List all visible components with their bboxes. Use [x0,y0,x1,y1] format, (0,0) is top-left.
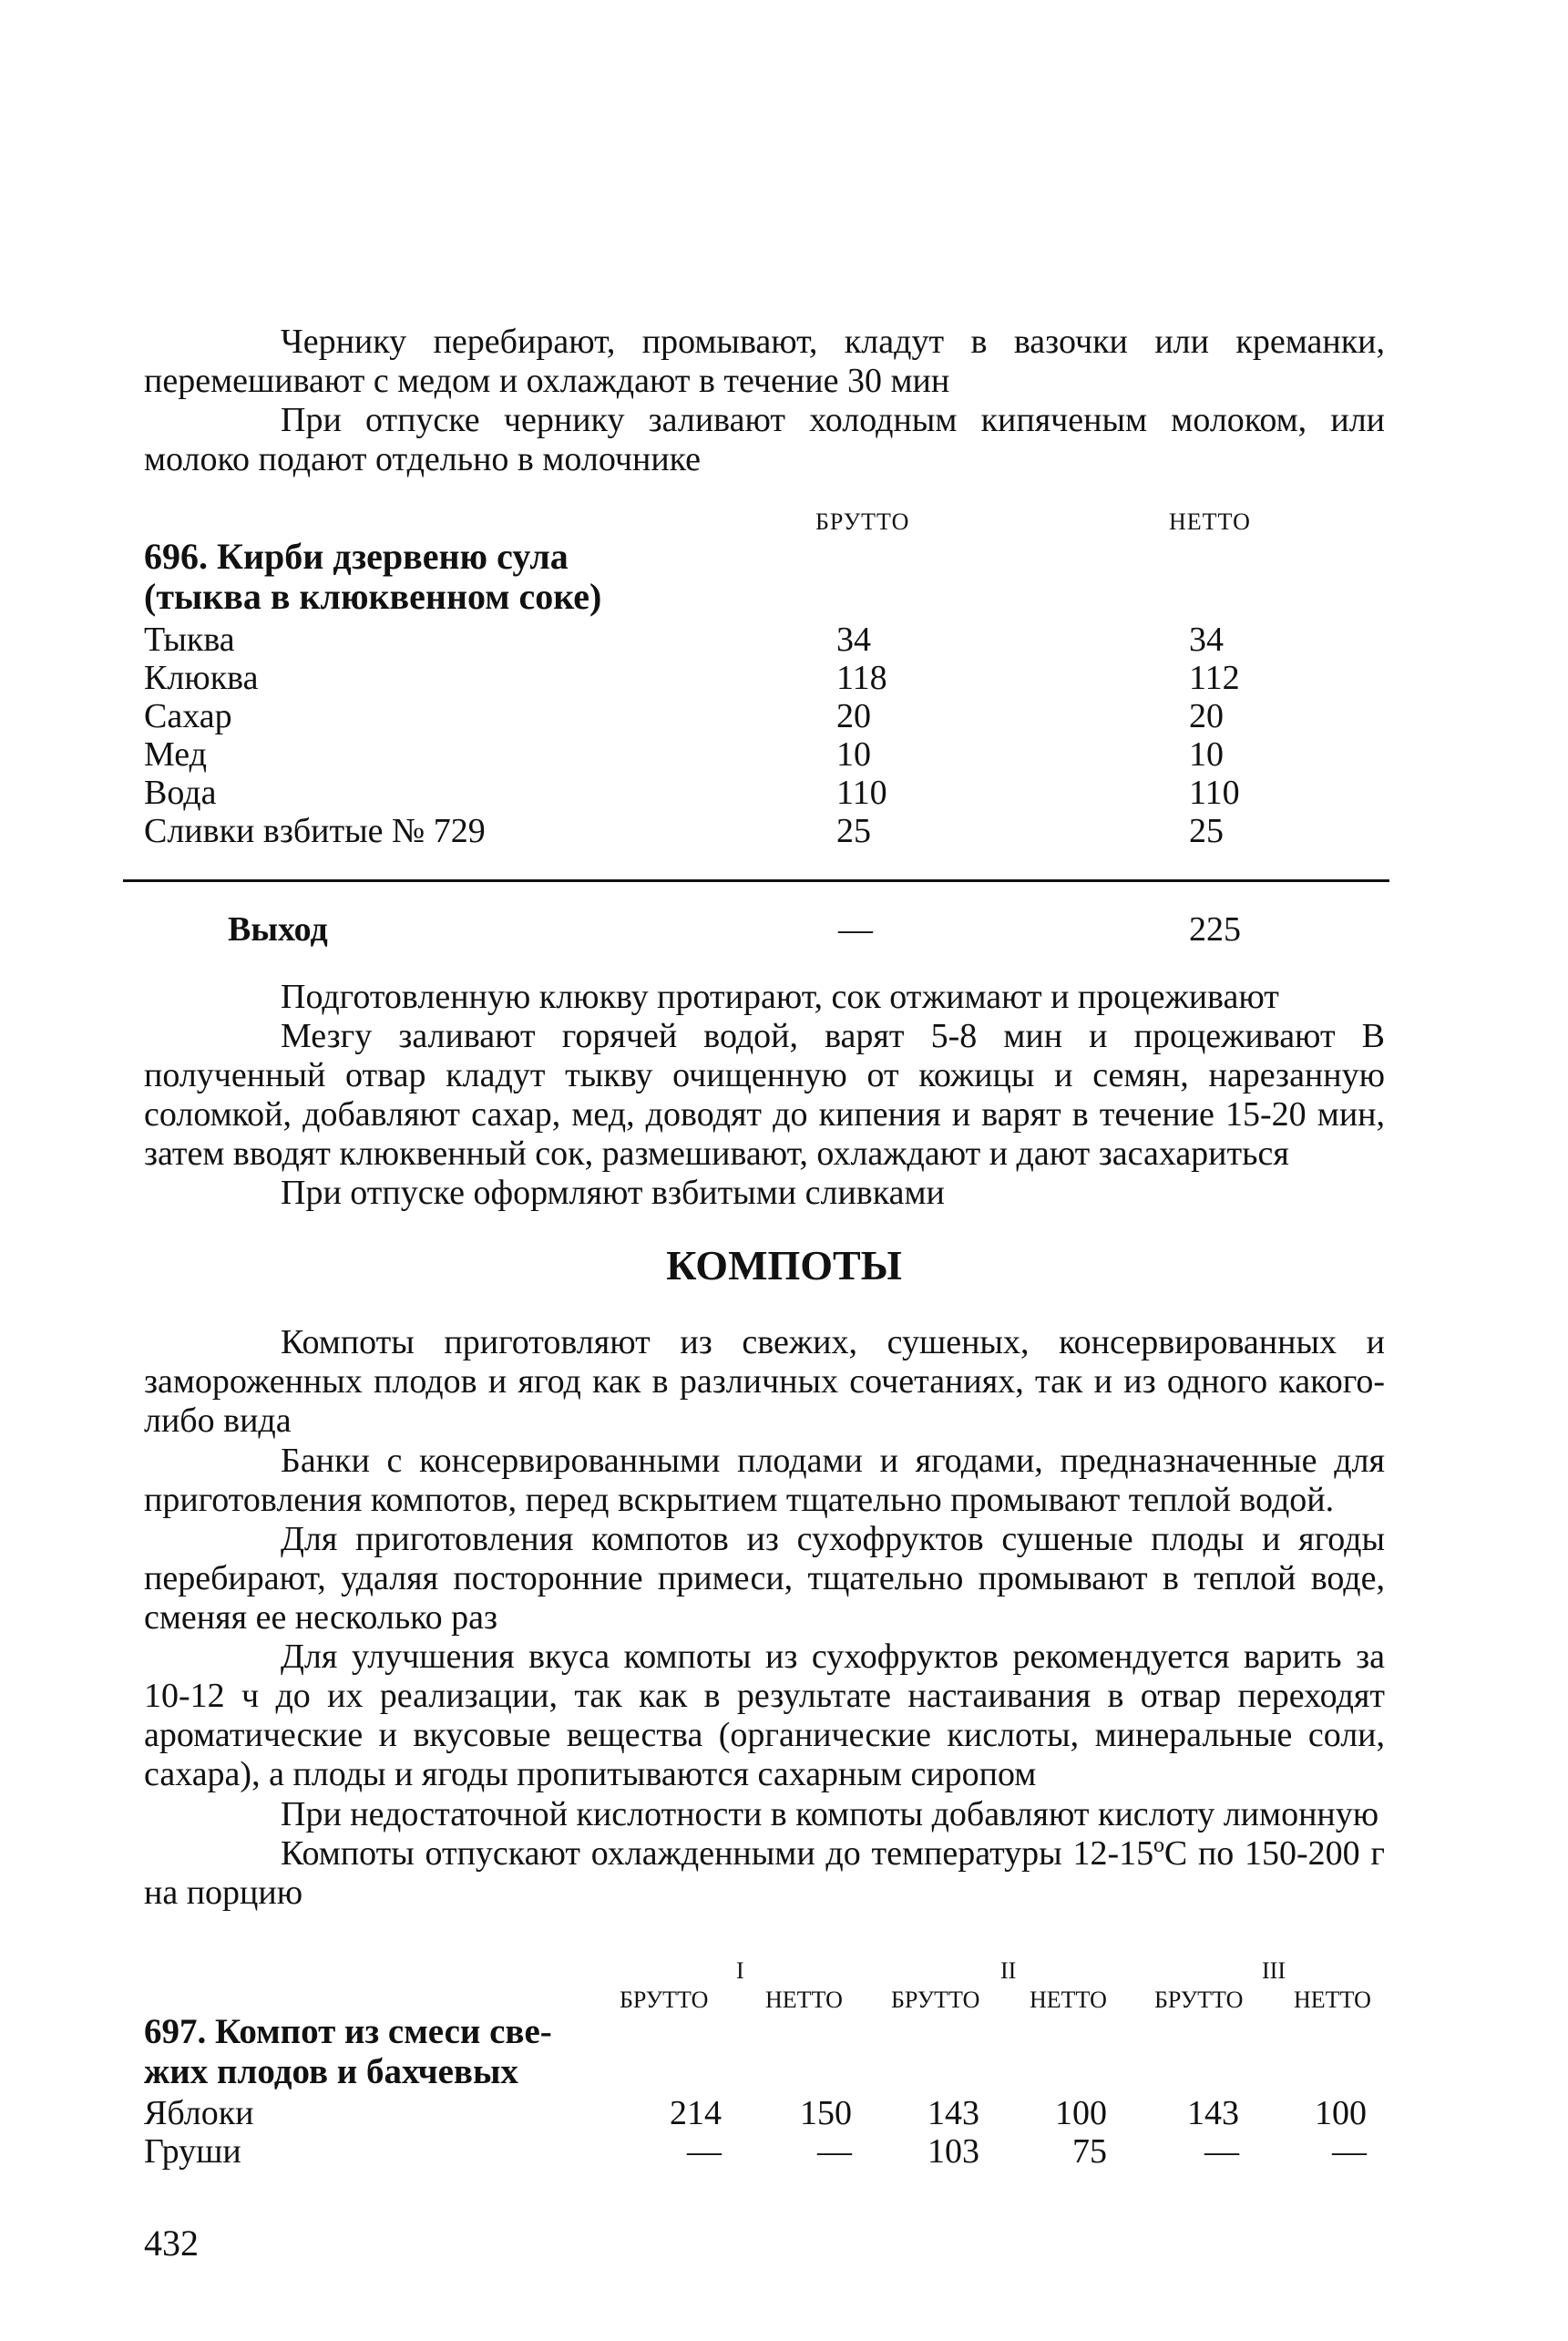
netto-value: 110 [1189,774,1240,812]
cell-value: 143 [927,2094,979,2132]
brutto-value: 25 [836,812,871,850]
cell-value: 143 [1187,2094,1239,2132]
section-paragraph-3: Для приготовления компотов из сухофруктов сушеные плоды и ягоды перебирают, удаляя посторонние примеси, тщательно промывают в теплой воде, сменяя ее несколько раз [144,1520,1385,1637]
netto-value: 10 [1189,735,1224,774]
ingredient-name: Сахар [144,697,232,735]
cell-value: — [1332,2132,1367,2171]
cell-value: — [817,2132,852,2171]
col-header-brutto: БРУТТО [815,508,910,535]
recipe-696-paragraph-1: Подготовленную клюкву протирают, сок отжимают и процеживают [281,978,1279,1016]
intro-paragraph-1: Чернику перебирают, промывают, кладут в вазочки или креманки, перемешивают с медом и охлаждают в течение 30 мин [144,323,1385,400]
intro-paragraph-2: При отпуске чернику заливают холодным кипяченым молоком, или молоко подают отдельно в молочнике [144,401,1385,478]
ingredient-name: Сливки взбитые № 729 [144,812,486,850]
recipe-696-title-line2: (тыква в клюквенном соке) [144,576,602,617]
recipe-696-paragraph-3: При отпуске оформляют взбитыми сливками [281,1174,945,1212]
netto-value: 112 [1189,659,1240,697]
cell-value: 150 [800,2094,852,2132]
yield-label: Выход [228,910,328,949]
section-paragraph-4: Для улучшения вкуса компоты из сухофруктов рекомендуется варить за 10-12 ч до их реализации, так как в результате настаивания в отвар переходят ароматические и вкусовые вещества (органические кислоты, минеральные соли, сахара), а плоды и ягоды пропитываются сахарным сиропом [144,1638,1385,1793]
section-paragraph-2: Банки с консервированными плодами и ягодами, предназначенные для приготовления компотов, перед вскрытием тщательно промывают теплой водой. [144,1442,1385,1519]
cell-value: 103 [927,2132,979,2171]
cell-value: 100 [1055,2094,1107,2132]
recipe-697-title-line2: жих плодов и бахчевых [144,2052,518,2091]
netto-value: 25 [1189,812,1224,850]
cell-value: — [687,2132,722,2171]
yield-netto: 225 [1189,910,1241,949]
col-header-netto-2: НЕТТО [1030,1987,1107,2013]
brutto-value: 20 [836,697,871,735]
recipe-696-paragraph-2: Мезгу заливают горячей водой, варят 5-8 мин и процеживают В полученный отвар кладут тыкву очищенную от кожицы и семян, нарезанную соломкой, добавляют сахар, мед, доводят до кипения и варят в течение 15-20 мин, затем вводят клюквенный сок, размешивают, охлаждают и дают засахариться [144,1017,1385,1173]
ingredient-name: Мед [144,735,207,774]
cell-value: 75 [1072,2132,1107,2171]
cell-value: 100 [1315,2094,1367,2132]
group-header-3: III [1262,1957,1286,1984]
section-paragraph-5: При недостаточной кислотности в компоты добавляют кислоту лимонную [281,1795,1379,1833]
section-title: КОМПОТЫ [666,1242,902,1289]
recipe-697-title-line1: 697. Компот из смеси све- [144,2012,552,2051]
brutto-value: 34 [836,621,871,659]
group-header-1: I [736,1957,744,1984]
divider-line [123,879,1389,882]
col-header-netto-1: НЕТТО [765,1987,843,2013]
section-paragraph-6: Компоты отпускают охлажденными до температуры 12-15ºС по 150-200 г на порцию [144,1834,1385,1912]
col-header-netto: НЕТТО [1169,508,1251,535]
recipe-696-title-line1: 696. Кирби дзервеню сула [144,536,569,577]
ingredient-name: Клюква [144,659,259,697]
col-header-brutto-1: БРУТТО [620,1987,709,2013]
section-paragraph-1: Компоты приготовляют из свежих, сушеных, консервированных и замороженных плодов и ягод как в различных сочетаниях, так и из одного какого-либо вида [144,1323,1385,1440]
col-header-brutto-3: БРУТТО [1154,1987,1244,2013]
ingredient-name: Тыква [144,621,235,659]
brutto-value: 118 [836,659,887,697]
col-header-netto-3: НЕТТО [1294,1987,1371,2013]
brutto-value: 110 [836,774,887,812]
netto-value: 34 [1189,621,1224,659]
netto-value: 20 [1189,697,1224,735]
cell-value: 214 [670,2094,722,2132]
ingredient-name: Груши [144,2132,241,2171]
cell-value: — [1204,2132,1239,2171]
ingredient-name: Вода [144,774,217,812]
yield-brutto: — [838,910,873,949]
ingredient-name: Яблоки [144,2094,254,2132]
col-header-brutto-2: БРУТТО [891,1987,980,2013]
brutto-value: 10 [836,735,871,774]
group-header-2: II [1000,1957,1017,1984]
page-number: 432 [144,2223,199,2264]
